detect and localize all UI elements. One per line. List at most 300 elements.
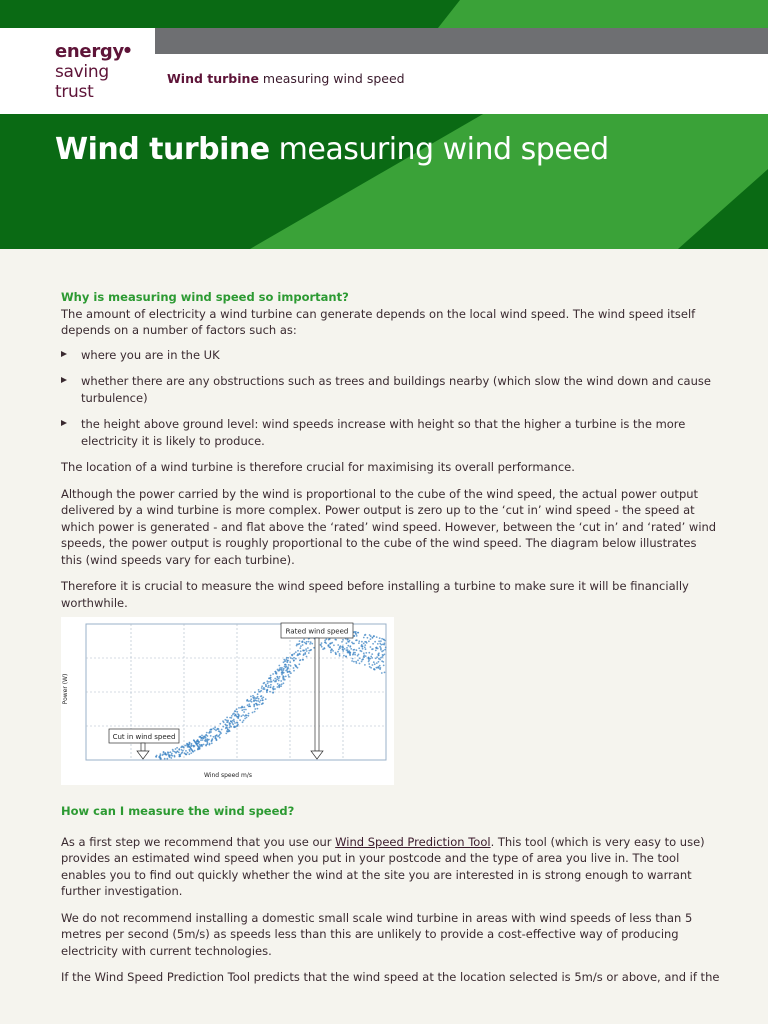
scatter-point <box>357 659 359 661</box>
scatter-point <box>370 635 372 637</box>
scatter-point <box>364 644 366 646</box>
scatter-point <box>254 691 256 693</box>
scatter-point <box>248 703 250 705</box>
scatter-point <box>181 752 183 754</box>
scatter-point <box>189 750 191 752</box>
scatter-point <box>263 683 265 685</box>
scatter-point <box>250 698 252 700</box>
scatter-point <box>361 641 363 643</box>
scatter-point <box>280 680 282 682</box>
scatter-point <box>184 752 186 754</box>
scatter-point <box>273 680 275 682</box>
scatter-point <box>287 671 289 673</box>
scatter-point <box>214 737 216 739</box>
running-header-bold: Wind turbine <box>167 71 259 86</box>
scatter-point <box>304 642 306 644</box>
scatter-point <box>204 735 206 737</box>
scatter-point <box>378 661 380 663</box>
scatter-point <box>346 647 348 649</box>
scatter-point <box>303 639 305 641</box>
scatter-point <box>253 700 255 702</box>
scatter-point <box>184 745 186 747</box>
scatter-point <box>279 685 281 687</box>
scatter-point <box>372 648 374 650</box>
scatter-point <box>205 739 207 741</box>
scatter-point <box>293 670 295 672</box>
scatter-point <box>277 683 279 685</box>
scatter-point <box>252 712 254 714</box>
scatter-point <box>372 637 374 639</box>
scatter-point <box>252 695 254 697</box>
scatter-point <box>211 729 213 731</box>
scatter-point <box>354 654 356 656</box>
scatter-point <box>232 713 234 715</box>
scatter-point <box>382 650 384 652</box>
logo-line-trust: trust <box>55 82 94 102</box>
scatter-point <box>289 671 291 673</box>
scatter-point <box>305 643 307 645</box>
scatter-point <box>171 754 173 756</box>
scatter-point <box>253 704 255 706</box>
title-banner <box>0 114 768 249</box>
scatter-point <box>257 708 259 710</box>
scatter-point <box>172 750 174 752</box>
scatter-point <box>358 654 360 656</box>
power-paragraph: Although the power carried by the wind is proportional to the cube of the wind speed, the actual power output delivered by a wind turbine is more complex. Power output is zero up to the ‘cut in’ wind speed - the speed at which power is generated - and flat above the ‘rated’ wind speed. However, between the ‘cut in’ and ‘rated’ wind speeds, the power output is roughly proportional to the cube of the wind speed. The diagram below illustrates this (wind speeds vary for each turbine). <box>61 486 717 567</box>
scatter-point <box>244 715 246 717</box>
scatter-point <box>175 748 177 750</box>
scatter-point <box>222 720 224 722</box>
scatter-point <box>337 651 339 653</box>
scatter-point <box>196 743 198 745</box>
scatter-point <box>348 651 350 653</box>
scatter-point <box>256 704 258 706</box>
scatter-point <box>373 669 375 671</box>
scatter-point <box>358 642 360 644</box>
scatter-point <box>383 665 385 667</box>
scatter-point <box>362 648 364 650</box>
scatter-point <box>255 703 257 705</box>
scatter-point <box>346 642 348 644</box>
scatter-point <box>253 706 255 708</box>
scatter-point <box>352 658 354 660</box>
scatter-point <box>281 683 283 685</box>
scatter-point <box>237 722 239 724</box>
scatter-point <box>262 702 264 704</box>
scatter-point <box>307 647 309 649</box>
scatter-point <box>238 714 240 716</box>
scatter-point <box>277 686 279 688</box>
scatter-point <box>365 648 367 650</box>
scatter-point <box>299 647 301 649</box>
scatter-point <box>267 682 269 684</box>
scatter-point <box>281 672 283 674</box>
scatter-point <box>306 650 308 652</box>
scatter-point <box>229 722 231 724</box>
scatter-point <box>234 726 236 728</box>
scatter-point <box>337 644 339 646</box>
scatter-point <box>233 719 235 721</box>
scatter-point <box>302 649 304 651</box>
scatter-point <box>218 735 220 737</box>
scatter-point <box>280 685 282 687</box>
scatter-point <box>345 656 347 658</box>
energy-saving-trust-logo: energy● saving trust <box>55 41 131 102</box>
page-title-rest: measuring wind speed <box>278 132 609 167</box>
scatter-point <box>262 688 264 690</box>
scatter-point <box>327 644 329 646</box>
scatter-point <box>300 650 302 652</box>
scatter-point <box>216 728 218 730</box>
scatter-point <box>361 650 363 652</box>
scatter-point <box>229 725 231 727</box>
scatter-point <box>379 646 381 648</box>
scatter-point <box>296 643 298 645</box>
scatter-point <box>324 642 326 644</box>
scatter-point <box>254 711 256 713</box>
scatter-point <box>201 735 203 737</box>
scatter-point <box>381 660 383 662</box>
scatter-point <box>376 667 378 669</box>
scatter-point <box>170 751 172 753</box>
scatter-point <box>246 700 248 702</box>
scatter-point <box>370 638 372 640</box>
scatter-point <box>170 757 172 759</box>
scatter-point <box>353 649 355 651</box>
scatter-point <box>290 672 292 674</box>
scatter-point <box>342 648 344 650</box>
scatter-point <box>258 698 260 700</box>
scatter-point <box>304 653 306 655</box>
scatter-point <box>293 657 295 659</box>
scatter-point <box>226 717 228 719</box>
y-axis-label: Power (W) <box>62 673 69 705</box>
scatter-point <box>286 661 288 663</box>
scatter-point <box>333 644 335 646</box>
scatter-point <box>356 649 358 651</box>
scatter-point <box>260 700 262 702</box>
scatter-point <box>259 701 261 703</box>
scatter-point <box>293 667 295 669</box>
scatter-point <box>180 746 182 748</box>
scatter-point <box>365 634 367 636</box>
scatter-point <box>287 660 289 662</box>
scatter-point <box>368 663 370 665</box>
scatter-point <box>178 748 180 750</box>
scatter-point <box>330 652 332 654</box>
scatter-point <box>183 747 185 749</box>
scatter-point <box>242 707 244 709</box>
scatter-point <box>279 684 281 686</box>
scatter-point <box>215 735 217 737</box>
scatter-point <box>335 639 337 641</box>
scatter-point <box>310 641 312 643</box>
scatter-point <box>164 753 166 755</box>
logo-line-energy: energy <box>55 41 124 62</box>
scatter-point <box>234 710 236 712</box>
scatter-point <box>248 715 250 717</box>
page-title <box>55 132 609 167</box>
scatter-point <box>283 668 285 670</box>
scatter-point <box>351 660 353 662</box>
scatter-point <box>321 642 323 644</box>
scatter-point <box>368 652 370 654</box>
scatter-point <box>199 748 201 750</box>
scatter-point <box>207 735 209 737</box>
scatter-point <box>350 648 352 650</box>
section-heading-importance: Why is measuring wind speed so important? <box>61 290 349 304</box>
factors-list <box>61 347 721 450</box>
scatter-point <box>380 640 382 642</box>
scatter-point <box>268 681 270 683</box>
scatter-point <box>178 752 180 754</box>
scatter-point <box>288 676 290 678</box>
scatter-point <box>379 643 381 645</box>
scatter-point <box>231 715 233 717</box>
scatter-point <box>277 670 279 672</box>
scatter-point <box>202 739 204 741</box>
scatter-point <box>281 668 283 670</box>
scatter-point <box>276 678 278 680</box>
scatter-point <box>197 740 199 742</box>
scatter-point <box>341 641 343 643</box>
scatter-point <box>162 754 164 756</box>
rated-arrow-shaft <box>315 638 319 751</box>
header-grey-bar <box>155 28 768 54</box>
scatter-point <box>270 684 272 686</box>
scatter-point <box>200 739 202 741</box>
scatter-point <box>350 645 352 647</box>
scatter-point <box>341 646 343 648</box>
scatter-point <box>375 650 377 652</box>
scatter-point <box>227 721 229 723</box>
scatter-point <box>339 655 341 657</box>
scatter-point <box>364 664 366 666</box>
list-item: whether there are any obstructions such as trees and buildings nearby (which slow the wind down and cause turbulence) <box>61 373 721 406</box>
scatter-point <box>368 659 370 661</box>
scatter-point <box>160 757 162 759</box>
scatter-point <box>214 728 216 730</box>
scatter-point <box>358 640 360 642</box>
scatter-point <box>221 729 223 731</box>
scatter-point <box>347 645 349 647</box>
scatter-point <box>381 638 383 640</box>
scatter-point <box>285 658 287 660</box>
scatter-point <box>283 661 285 663</box>
scatter-point <box>266 680 268 682</box>
scatter-point <box>384 672 386 674</box>
scatter-point <box>242 721 244 723</box>
scatter-point <box>357 632 359 634</box>
scatter-point <box>164 758 166 760</box>
scatter-point <box>168 752 170 754</box>
scatter-point <box>178 756 180 758</box>
scatter-point <box>229 727 231 729</box>
scatter-point <box>308 641 310 643</box>
scatter-point <box>283 682 285 684</box>
scatter-point <box>261 687 263 689</box>
scatter-point <box>188 743 190 745</box>
scatter-point <box>265 698 267 700</box>
scatter-point <box>257 693 259 695</box>
scatter-point <box>380 667 382 669</box>
scatter-point <box>186 744 188 746</box>
scatter-point <box>369 666 371 668</box>
scatter-point <box>243 720 245 722</box>
scatter-point <box>347 641 349 643</box>
scatter-point <box>220 732 222 734</box>
scatter-point <box>194 750 196 752</box>
scatter-point <box>374 663 376 665</box>
prediction-paragraph: If the Wind Speed Prediction Tool predicts that the wind speed at the location selected is 5m/s or above, and if the <box>61 970 720 984</box>
scatter-point <box>285 676 287 678</box>
scatter-point <box>224 719 226 721</box>
scatter-point <box>335 653 337 655</box>
scatter-point <box>302 659 304 661</box>
section-heading-measure: How can I measure the wind speed? <box>61 804 295 818</box>
scatter-point <box>190 745 192 747</box>
scatter-point <box>361 661 363 663</box>
cutin-label: Cut in wind speed <box>112 733 176 741</box>
scatter-point <box>268 678 270 680</box>
scatter-point <box>368 657 370 659</box>
scatter-point <box>339 647 341 649</box>
scatter-point <box>187 746 189 748</box>
scatter-point <box>349 640 351 642</box>
scatter-point <box>342 639 344 641</box>
scatter-point <box>241 715 243 717</box>
scatter-point <box>219 723 221 725</box>
scatter-point <box>262 699 264 701</box>
scatter-point <box>308 652 310 654</box>
scatter-point <box>190 752 192 754</box>
scatter-point <box>370 646 372 648</box>
scatter-point <box>261 698 263 700</box>
tool-paragraph <box>61 834 721 900</box>
scatter-point <box>298 663 300 665</box>
scatter-point <box>377 643 379 645</box>
scatter-point <box>276 676 278 678</box>
scatter-point <box>339 653 341 655</box>
scatter-point <box>260 690 262 692</box>
scatter-point <box>382 656 384 658</box>
scatter-point <box>261 695 263 697</box>
scatter-point <box>379 659 381 661</box>
scatter-point <box>265 684 267 686</box>
scatter-point <box>168 754 170 756</box>
scatter-point <box>380 649 382 651</box>
scatter-point <box>272 692 274 694</box>
scatter-point <box>356 639 358 641</box>
scatter-point <box>361 644 363 646</box>
wind-speed-prediction-tool-link[interactable]: Wind Speed Prediction Tool <box>335 834 491 849</box>
scatter-point <box>382 644 384 646</box>
scatter-point <box>378 666 380 668</box>
scatter-point <box>297 650 299 652</box>
scatter-point <box>367 637 369 639</box>
scatter-point <box>306 641 308 643</box>
scatter-point <box>353 661 355 663</box>
page-title-bold: Wind turbine <box>55 132 270 167</box>
scatter-point <box>201 737 203 739</box>
scatter-point <box>303 654 305 656</box>
scatter-point <box>278 665 280 667</box>
scatter-point <box>254 708 256 710</box>
scatter-point <box>353 635 355 637</box>
scatter-point <box>384 649 386 651</box>
scatter-point <box>289 661 291 663</box>
scatter-point <box>299 640 301 642</box>
scatter-point <box>176 747 178 749</box>
scatter-point <box>261 685 263 687</box>
scatter-point <box>329 646 331 648</box>
scatter-point <box>362 658 364 660</box>
scatter-point <box>373 635 375 637</box>
scatter-point <box>378 654 380 656</box>
scatter-point <box>309 643 311 645</box>
scatter-point <box>283 659 285 661</box>
scatter-point <box>343 655 345 657</box>
scatter-point <box>358 647 360 649</box>
scatter-point <box>325 638 327 640</box>
running-header <box>167 71 405 86</box>
scatter-point <box>268 685 270 687</box>
scatter-point <box>372 664 374 666</box>
scatter-point <box>363 643 365 645</box>
scatter-point <box>364 646 366 648</box>
scatter-point <box>160 753 162 755</box>
scatter-point <box>363 637 365 639</box>
scatter-point <box>302 644 304 646</box>
scatter-point <box>331 649 333 651</box>
scatter-point <box>273 688 275 690</box>
scatter-point <box>209 743 211 745</box>
main-content <box>61 289 721 986</box>
scatter-point <box>230 720 232 722</box>
scatter-point <box>225 733 227 735</box>
scatter-point <box>258 689 260 691</box>
cutin-arrow-shaft <box>141 743 145 751</box>
scatter-point <box>287 657 289 659</box>
scatter-point <box>365 652 367 654</box>
measure-paragraph: Therefore it is crucial to measure the wind speed before installing a turbine to make sure it will be financially worthwhile. <box>61 579 689 610</box>
x-axis-label: Wind speed m/s <box>203 772 253 779</box>
scatter-point <box>330 642 332 644</box>
scatter-point <box>275 673 277 675</box>
scatter-point <box>185 750 187 752</box>
scatter-point <box>245 709 247 711</box>
scatter-point <box>290 657 292 659</box>
scatter-point <box>266 691 268 693</box>
scatter-point <box>376 636 378 638</box>
scatter-point <box>353 643 355 645</box>
scatter-point <box>166 758 168 760</box>
scatter-point <box>299 643 301 645</box>
scatter-point <box>372 643 374 645</box>
scatter-point <box>278 680 280 682</box>
power-curve-svg <box>61 617 394 785</box>
scatter-point <box>370 656 372 658</box>
scatter-point <box>156 755 158 757</box>
scatter-point <box>371 653 373 655</box>
scatter-point <box>283 676 285 678</box>
scatter-point <box>208 739 210 741</box>
scatter-point <box>212 738 214 740</box>
scatter-point <box>368 640 370 642</box>
scatter-point <box>279 668 281 670</box>
scatter-point <box>321 646 323 648</box>
scatter-point <box>305 648 307 650</box>
